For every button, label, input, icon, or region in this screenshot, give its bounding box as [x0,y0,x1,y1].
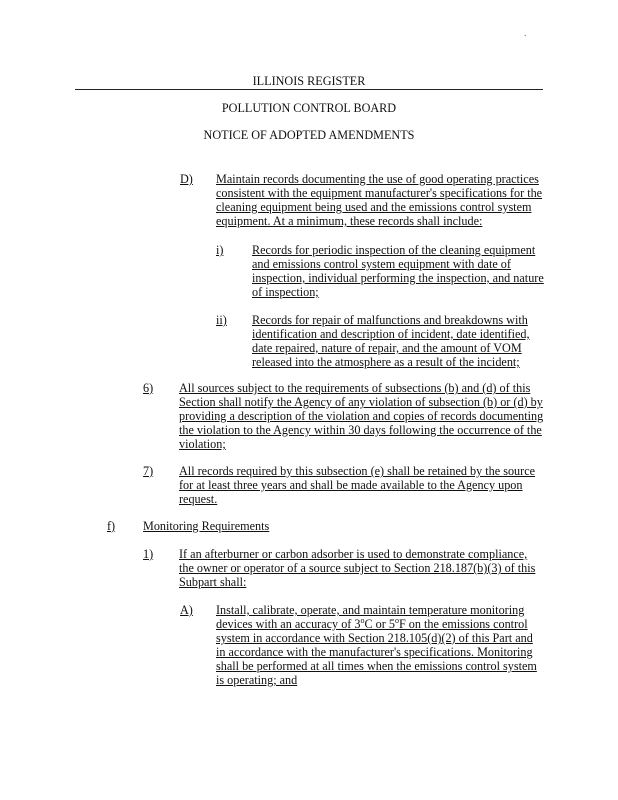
text-line: Install, calibrate, operate, and maintain temperature monitoring [216,603,525,617]
text-line: the violation to the Agency within 30 days following the occurrence of the [179,423,542,437]
text-line [216,617,537,631]
item-f-title: Monitoring Requirements [143,519,270,533]
item-7-text [179,464,535,506]
text-line: Subpart shall: [179,575,247,589]
text-line: If an afterburner or carbon adsorber is used to demonstrate compliance, [179,547,528,561]
text-line: request. [179,492,218,506]
text-line: All sources subject to the requirements of subsections (b) and (d) of this [179,381,531,395]
text-line: violation; [179,437,226,451]
text-fragment: devices with an accuracy of 3 [216,617,361,631]
text-line: system in accordance with Section 218.105(d)(2) of this Part and [216,631,533,645]
item-f-label: f) [107,519,116,533]
item-D-ii-text [252,313,530,369]
item-D-i-text [252,243,544,299]
corner-mark: . [524,28,527,39]
text-line: cleaning equipment being used and the emissions control system [216,200,532,214]
board-title: POLLUTION CONTROL BOARD [221,101,397,115]
text-line: inspection, individual performing the inspection, and nature [252,271,544,285]
item-6-label: 6) [143,381,154,395]
text-line: the owner or operator of a source subject to Section 218.187(b)(3) of this [179,561,536,575]
text-line: shall be performed at all times when the emissions control system [216,659,537,673]
register-header: ILLINOIS REGISTER [75,74,543,90]
text-line: providing a description of the violation and copies of records documenting [179,409,544,423]
text-line: released into the atmosphere as a result of the incident; [252,355,520,369]
text-line: is operating; and [216,673,298,687]
item-6-text [179,381,543,451]
item-f1-text [179,547,535,589]
text-line: equipment. At a minimum, these records shall include: [216,214,483,228]
text-line: Maintain records documenting the use of good operating practices [216,172,539,186]
text-line: for at least three years and shall be made available to the Agency upon [179,478,523,492]
item-f1A-label: A) [180,603,193,617]
item-D-i-label: i) [216,243,224,257]
text-fragment: C or 5 [364,617,395,631]
item-D-ii-label: ii) [216,313,227,327]
text-line: Records for periodic inspection of the cleaning equipment [252,243,536,257]
item-f1A-text [216,603,537,687]
item-D-text [216,172,542,228]
text-line: Records for repair of malfunctions and breakdowns with [252,313,528,327]
text-line: in accordance with the manufacturer's specifications. Monitoring [216,645,533,659]
item-D-label: D) [180,172,193,186]
notice-title: NOTICE OF ADOPTED AMENDMENTS [203,128,415,142]
text-line: consistent with the equipment manufacturer's specifications for the [216,186,543,200]
degree-symbol: o [360,615,365,625]
text-line: All records required by this subsection (e) shall be retained by the source [179,464,536,478]
degree-symbol: o [394,615,399,625]
item-f1-label: 1) [143,547,154,561]
text-line: Section shall notify the Agency of any violation of subsection (b) or (d) by [179,395,543,409]
text-fragment: F on the emissions control [398,617,528,631]
text-line: date repaired, nature of repair, and the amount of VOM [252,341,522,355]
item-7-label: 7) [143,464,154,478]
text-line: identification and description of incident, date identified, [252,327,530,341]
text-line: of inspection; [252,285,319,299]
text-line: and emissions control system equipment with date of [252,257,511,271]
